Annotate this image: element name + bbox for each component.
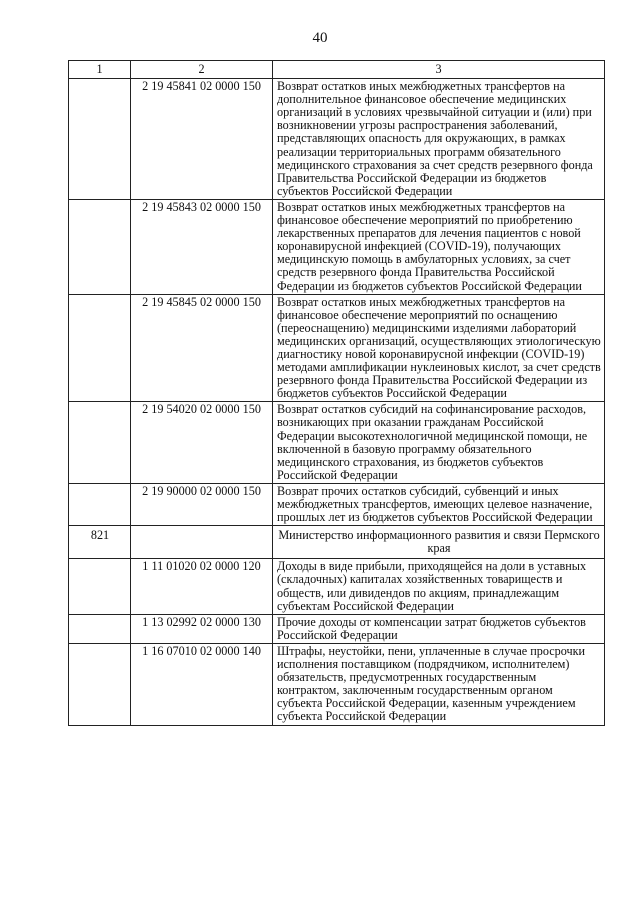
admin-code-cell xyxy=(69,294,131,402)
admin-code-cell xyxy=(69,614,131,643)
table-row xyxy=(69,199,605,294)
budget-code-cell: 2 19 90000 02 0000 150 xyxy=(131,483,273,525)
budget-code-cell: 1 13 02992 02 0000 130 xyxy=(131,614,273,643)
table-row xyxy=(69,559,605,614)
column-header-2: 2 xyxy=(131,61,273,79)
description-cell: Возврат прочих остатков субсидий, субвенций и иных межбюджетных трансфертов, имеющих целевое назначение, прошлых лет из бюджетов субъектов Российской Федерации xyxy=(273,483,605,525)
description-cell: Штрафы, неустойки, пени, уплаченные в случае просрочки исполнения поставщиком (подрядчиком, исполнителем) обязательств, предусмотренных государственным контрактом, заключенным государственным органом субъекта Российской Федерации, казенным учреждением субъекта Российской Федерации xyxy=(273,643,605,725)
budget-code-cell: 2 19 45841 02 0000 150 xyxy=(131,79,273,200)
budget-code-cell xyxy=(131,526,273,559)
table-header-row xyxy=(69,61,605,79)
budget-code-cell: 1 11 01020 02 0000 120 xyxy=(131,559,273,614)
description-cell: Доходы в виде прибыли, приходящейся на доли в уставных (складочных) капиталах хозяйственных товариществ и обществ, или дивидендов по акциям, принадлежащим субъектам Российской Федерации xyxy=(273,559,605,614)
budget-code-cell: 2 19 45843 02 0000 150 xyxy=(131,199,273,294)
column-header-1: 1 xyxy=(69,61,131,79)
organization-row xyxy=(69,526,605,559)
table-row xyxy=(69,643,605,725)
admin-code-cell xyxy=(69,643,131,725)
budget-code-cell: 2 19 54020 02 0000 150 xyxy=(131,402,273,484)
column-header-3: 3 xyxy=(273,61,605,79)
table-row xyxy=(69,614,605,643)
description-cell: Возврат остатков иных межбюджетных трансфертов на финансовое обеспечение мероприятий по оснащению (переоснащению) медицинскими изделиями лабораторий медицинских организаций, осуществляющих этиологическую диагностику новой коронавирусной инфекции (COVID-19) методами амплификации нуклеиновых кислот, за счет средств резервного фонда Правительства Российской Федерации из бюджетов субъектов Российской Федерации xyxy=(273,294,605,402)
admin-code-cell: 821 xyxy=(69,526,131,559)
admin-code-cell xyxy=(69,199,131,294)
table-row xyxy=(69,294,605,402)
description-cell: Возврат остатков иных межбюджетных трансфертов на дополнительное финансовое обеспечение медицинских организаций в условиях чрезвычайной ситуации и (или) при возникновении угрозы распространения заболеваний, представляющих опасность для окружающих, в рамках реализации территориальных программ обязательного медицинского страхования за счет средств резервного фонда Правительства Российской Федерации из бюджетов субъектов Российской Федерации xyxy=(273,79,605,200)
admin-code-cell xyxy=(69,402,131,484)
admin-code-cell xyxy=(69,79,131,200)
admin-code-cell xyxy=(69,483,131,525)
table-row xyxy=(69,402,605,484)
table-row xyxy=(69,483,605,525)
description-cell: Возврат остатков иных межбюджетных трансфертов на финансовое обеспечение мероприятий по приобретению лекарственных препаратов для лечения пациентов с новой коронавирусной инфекцией (COVID-19), получающих медицинскую помощь в амбулаторных условиях, за счет средств резервного фонда Правительства Российской Федерации из бюджетов субъектов Российской Федерации xyxy=(273,199,605,294)
description-cell: Прочие доходы от компенсации затрат бюджетов субъектов Российской Федерации xyxy=(273,614,605,643)
page-number: 40 xyxy=(312,30,328,46)
budget-code-cell: 2 19 45845 02 0000 150 xyxy=(131,294,273,402)
description-cell: Возврат остатков субсидий на софинансирование расходов, возникающих при оказании гражданам Российской Федерации высокотехнологичной медицинской помощи, не включенной в базовую программу обязательного медицинского страхования, из бюджетов субъектов Российской Федерации xyxy=(273,402,605,484)
budget-code-cell: 1 16 07010 02 0000 140 xyxy=(131,643,273,725)
revenue-codes-table xyxy=(68,60,605,726)
table-row xyxy=(69,79,605,200)
admin-code-cell xyxy=(69,559,131,614)
organization-name-cell: Министерство информационного развития и связи Пермского края xyxy=(273,526,605,559)
